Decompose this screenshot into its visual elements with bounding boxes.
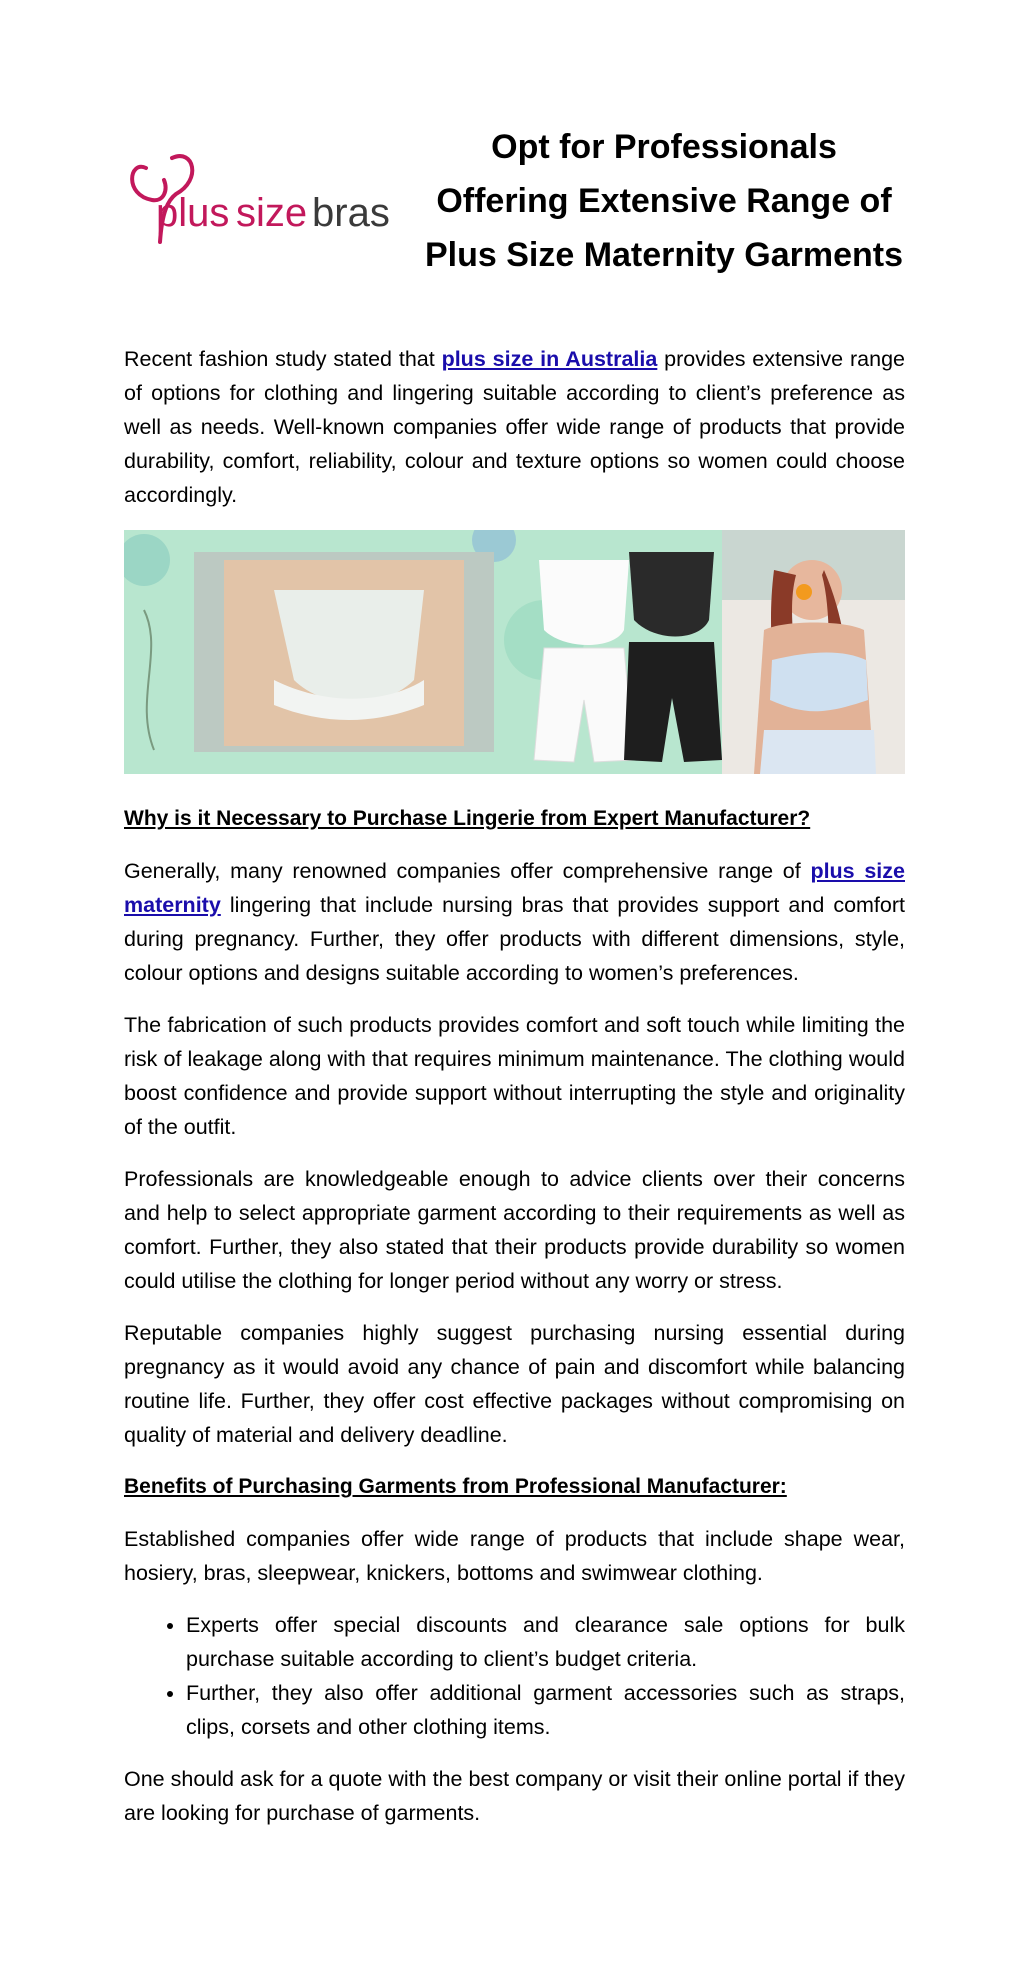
lingerie-banner-image: [124, 530, 905, 774]
plus-size-australia-link[interactable]: plus size in Australia: [441, 347, 658, 371]
intro-text-post: provides extensive range of options for clothing and lingering suitable according to client’s preference as well as needs. Well-known companies offer wide range of products that provide durability, comfort, reliability, colour and texture options so women could choose accordingly.: [124, 347, 905, 507]
section-heading-why-expert: Why is it Necessary to Purchase Lingerie from Expert Manufacturer?: [124, 807, 811, 830]
plussizebras-logo: [124, 150, 434, 250]
plus-size-maternity-link[interactable]: plus size maternity: [124, 859, 905, 917]
section1-p1-pre: Generally, many renowned companies offer comprehensive range of: [124, 859, 811, 883]
document-header: [124, 120, 904, 290]
document-body: [124, 342, 905, 1848]
section1-paragraph-4: Reputable companies highly suggest purchasing nursing essential during pregnancy as it would avoid any chance of pain and discomfort while balancing routine life. Further, they offer cost effective packages without compromising on quality of material and delivery deadline.: [124, 1321, 905, 1447]
intro-paragraph: [124, 342, 905, 512]
list-item: • Further, they also offer additional garment accessories such as straps, clips, corsets and other clothing items.: [186, 1676, 905, 1744]
closing-paragraph: One should ask for a quote with the best company or visit their online portal if they are looking for purchase of garments.: [124, 1767, 905, 1825]
section1-paragraph-2: The fabrication of such products provides comfort and soft touch while limiting the risk of leakage along with that requires minimum maintenance. The clothing would boost confidence and provide support without interrupting the style and originality of the outfit.: [124, 1013, 905, 1139]
section1-paragraph-1: [124, 854, 905, 990]
benefits-list: [124, 1608, 905, 1744]
list-item: • Experts offer special discounts and clearance sale options for bulk purchase suitable according to client’s budget criteria.: [186, 1608, 905, 1676]
intro-text-pre: Recent fashion study stated that: [124, 347, 442, 371]
logo-text-plus: plus: [156, 191, 230, 235]
section-heading-benefits: Benefits of Purchasing Garments from Professional Manufacturer:: [124, 1475, 787, 1498]
logo-text-bras: bras: [312, 191, 390, 235]
section1-p1-post: lingering that include nursing bras that provides support and comfort during pregnancy. Further, they offer products with different dimensions, style, colour options and designs suitable according to women’s preferences.: [124, 893, 905, 985]
logo-mark-icon: [124, 150, 434, 250]
page-title: Opt for Professionals Offering Extensive Range of Plus Size Maternity Garments: [424, 128, 904, 274]
section2-paragraph-1: Established companies offer wide range of products that include shape wear, hosiery, bras, sleepwear, knickers, bottoms and swimwear clothing.: [124, 1527, 905, 1585]
logo-text-size: size: [236, 191, 308, 235]
section1-paragraph-3: Professionals are knowledgeable enough to advice clients over their concerns and help to select appropriate garment according to their requirements as well as comfort. Further, they also stated that their products provide durability so women could utilise the clothing for longer period without any worry or stress.: [124, 1167, 905, 1293]
